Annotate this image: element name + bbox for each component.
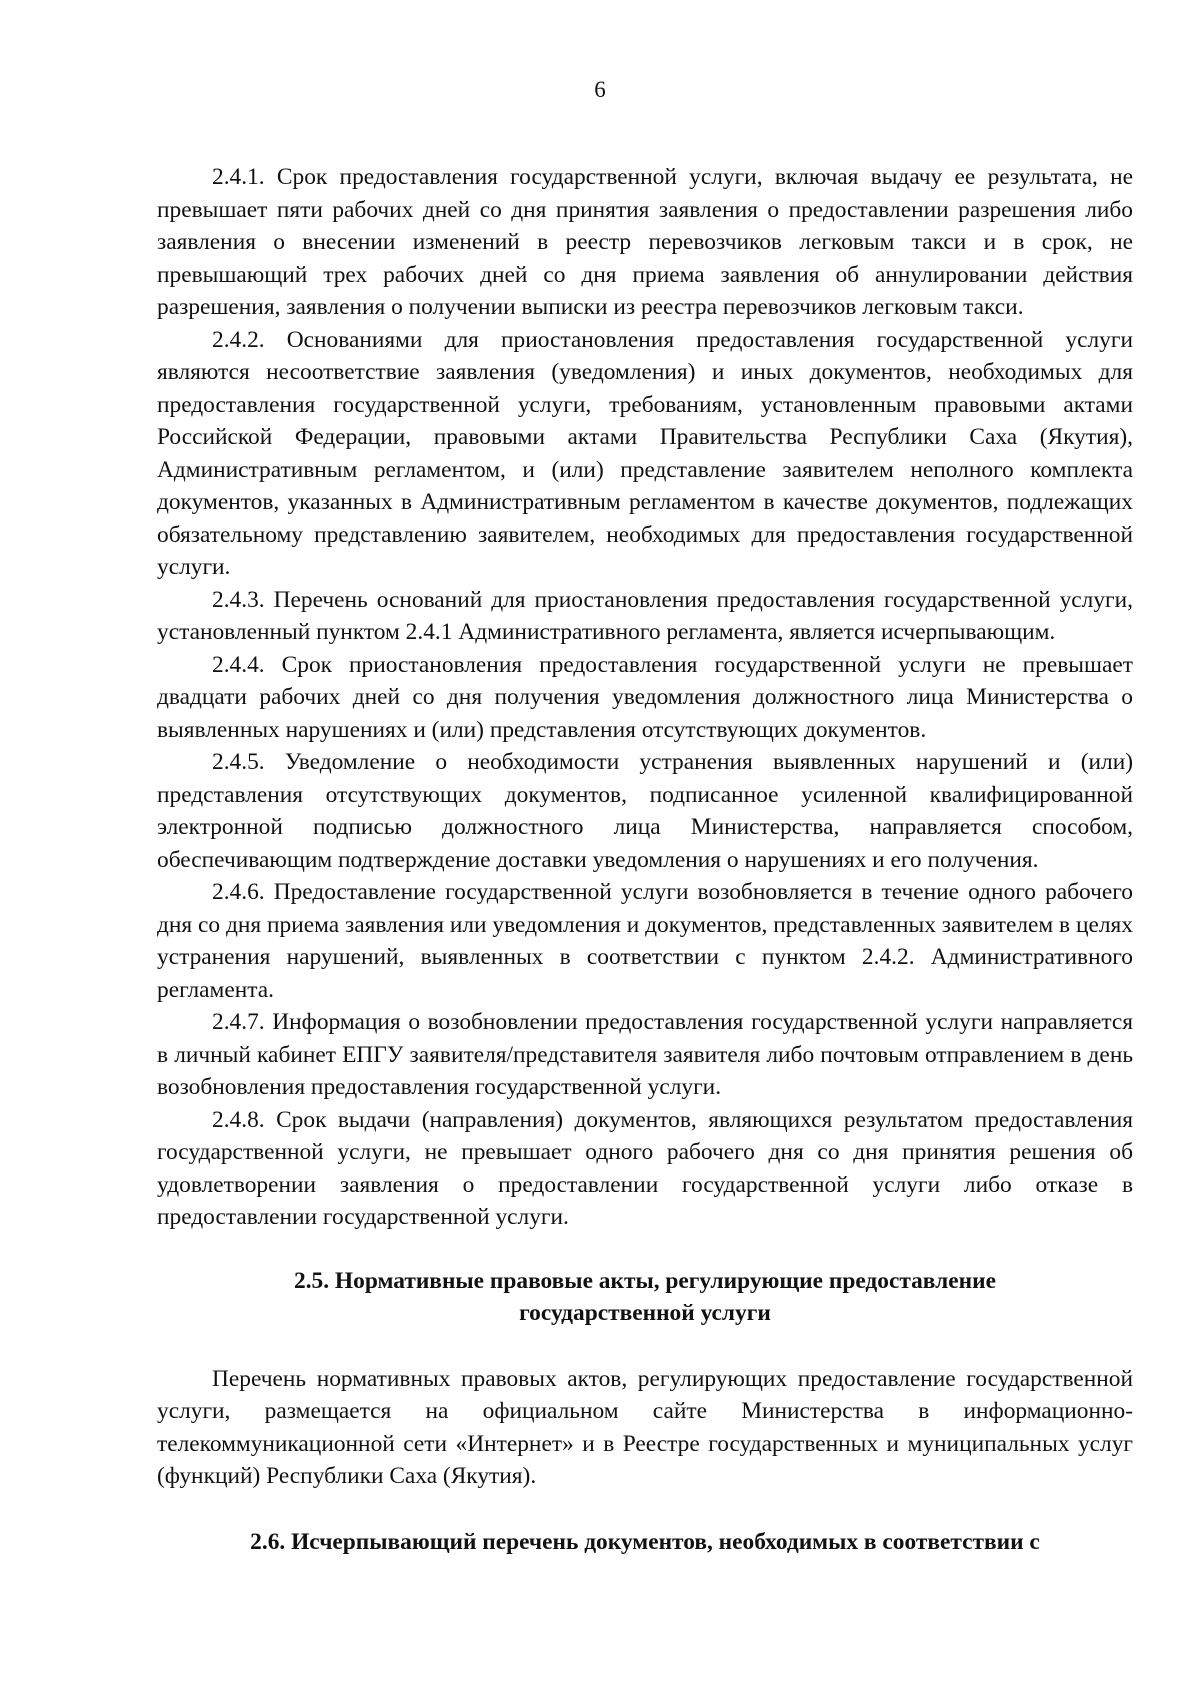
paragraph-2-4-3: 2.4.3. Перечень оснований для приостановления предоставления государственной услуги, установленный пунктом 2.4.1 Административного регламента, является исчерпывающим. — [157, 586, 1133, 645]
section-2-5-heading-line2: государственной услуги — [519, 1300, 771, 1326]
paragraph-2-4-2: 2.4.2. Основаниями для приостановления предоставления государственной услуги являются несоответствие заявления (уведомления) и иных документов, необходимых для предоставления государственной услуги, требованиям, установленным правовыми актами Российской Федерации, правовыми актами Правительства Республики Саха (Якутия), Административным регламентом, и (или) представление заявителем неполного комплекта документов, указанных в Административным регламентом в качестве документов, подлежащих обязательному представлению заявителем, необходимых для предоставления государственной услуги. — [157, 326, 1133, 580]
paragraph-2-4-6: 2.4.6. Предоставление государственной услуги возобновляется в течение одного рабочего дня со дня приема заявления или уведомления и документов, представленных заявителем в целях устранения нарушений, выявленных в соответствии с пунктом 2.4.2. Административного регламента. — [157, 879, 1133, 1003]
page-number: 6 — [594, 77, 606, 102]
paragraph-2-4-5: 2.4.5. Уведомление о необходимости устранения выявленных нарушений и (или) представления отсутствующих документов, подписанное усиленной квалифицированной электронной подписью должностного лица Министерства, направляется способом, обеспечивающим подтверждение доставки уведомления о нарушениях и его получения. — [157, 749, 1133, 873]
section-2-6-heading-line1: 2.6. Исчерпывающий перечень документов, необходимых в соответствии с — [250, 1528, 1040, 1555]
paragraph-2-4-7: 2.4.7. Информация о возобновлении предоставления государственной услуги направляется в личный кабинет ЕПГУ заявителя/представителя заявителя либо почтовым отправлением в день возобновления предоставления государственной услуги. — [157, 1009, 1133, 1100]
document-body — [157, 161, 1133, 1558]
paragraph-2-4-1: 2.4.1. Срок предоставления государственной услуги, включая выдачу ее результата, не превышает пяти рабочих дней со дня принятия заявления о предоставлении разрешения либо заявления о внесении изменений в реестр перевозчиков легковым такси и в срок, не превышающий трех рабочих дней со дня приема заявления об аннулировании действия разрешения, заявления о получении выписки из реестра перевозчиков легковым такси. — [157, 164, 1133, 320]
section-2-6-heading — [157, 1526, 1133, 1559]
section-2-5-heading — [157, 1265, 1133, 1330]
section-2-5-heading-line1: 2.5. Нормативные правовые акты, регулирующие предоставление — [294, 1267, 996, 1294]
paragraph-2-4-8: 2.4.8. Срок выдачи (направления) документов, являющихся результатом предоставления государственной услуги, не превышает одного рабочего дня со дня принятия решения об удовлетворении заявления о предоставлении государственной услуги либо отказе в предоставлении государственной услуги. — [157, 1106, 1133, 1230]
paragraph-2-4-4: 2.4.4. Срок приостановления предоставления государственной услуги не превышает двадцати рабочих дней со дня получения уведомления должностного лица Министерства о выявленных нарушениях и (или) представления отсутствующих документов. — [157, 651, 1133, 743]
section-2-5-text: Перечень нормативных правовых актов, регулирующих предоставление государственной услуги, размещается на официальном сайте Министерства в информационно-телекоммуникационной сети «Интернет» и в Реестре государственных и муниципальных услуг (функций) Республики Саха (Якутия). — [157, 1365, 1133, 1489]
